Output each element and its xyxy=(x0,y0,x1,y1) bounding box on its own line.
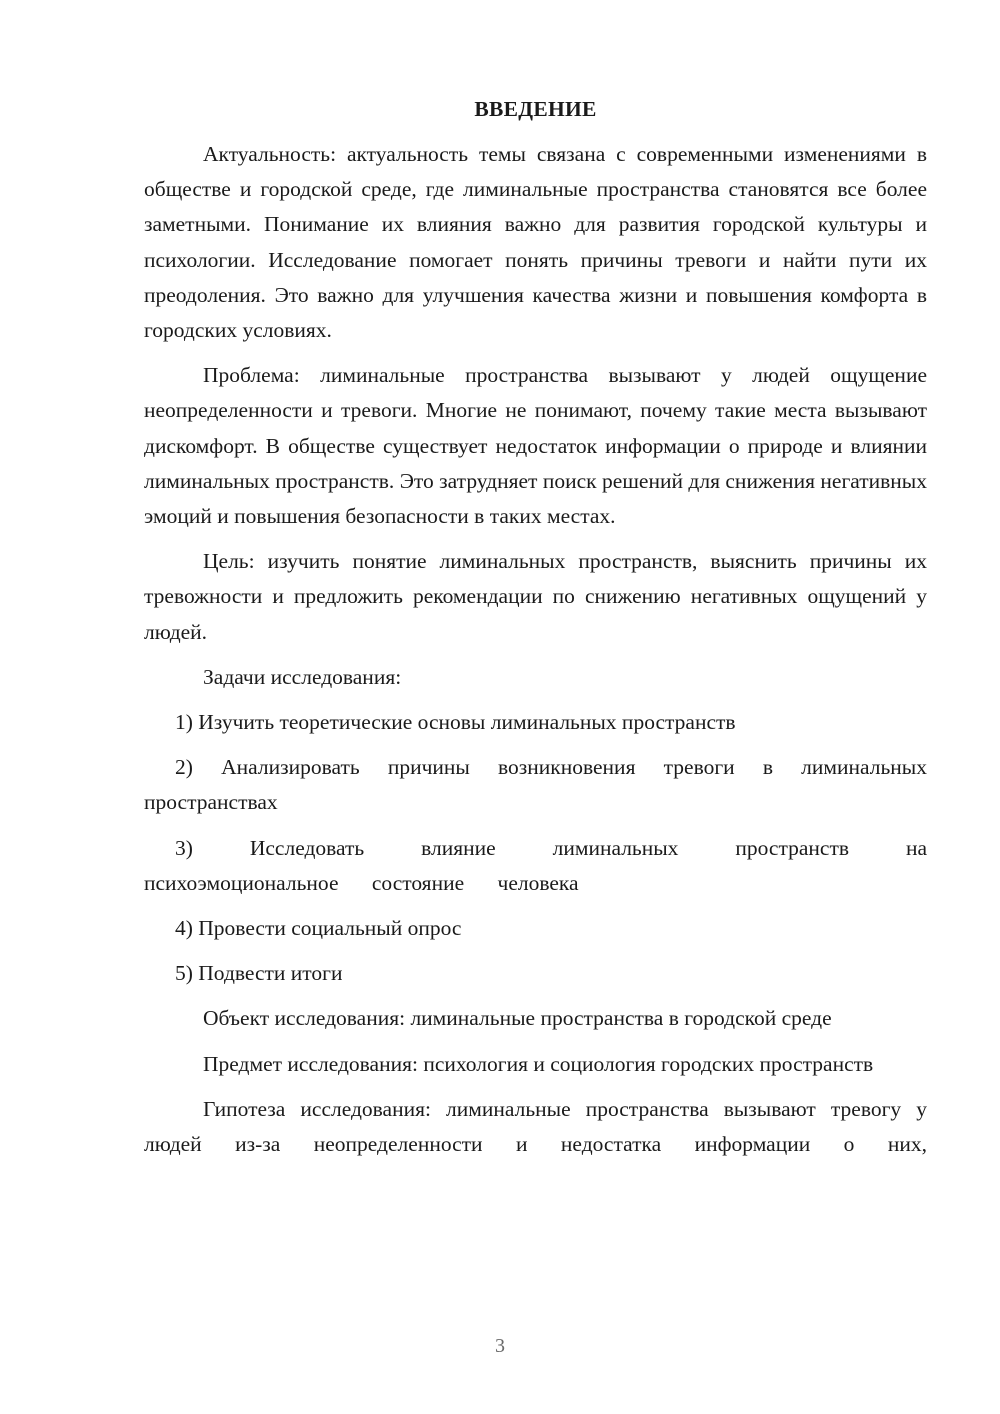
paragraph-hypothesis: Гипотеза исследования: лиминальные пространства вызывают тревогу у людей из-за неопределенности и недостатка информации о них, xyxy=(144,1096,927,1157)
page-number: 3 xyxy=(495,1335,505,1357)
task-item-2: 2) Анализировать причины возникновения тревоги в лиминальных пространствах xyxy=(144,755,927,815)
task-item-4: 4) Провести социальный опрос xyxy=(175,916,462,941)
paragraph-goal: Цель: изучить понятие лиминальных пространств, выяснить причины их тревожности и предложить рекомендации по снижению негативных ощущений у людей. xyxy=(144,549,927,644)
paragraph-relevance: Актуальность: актуальность темы связана с современными изменениями в обществе и городской среде, где лиминальные пространства становятся все более заметными. Понимание их влияния важно для развития городской культуры и психологии. Исследование помогает понять причины тревоги и найти пути их преодоления. Это важно для улучшения качества жизни и повышения комфорта в городских условиях. xyxy=(144,142,927,343)
paragraph-object: Объект исследования: лиминальные пространства в городской среде xyxy=(203,1006,832,1031)
page-title: ВВЕДЕНИЕ xyxy=(474,97,597,121)
tasks-heading: Задачи исследования: xyxy=(203,664,402,689)
task-item-5: 5) Подвести итоги xyxy=(175,961,343,986)
paragraph-subject: Предмет исследования: психология и социология городских пространств xyxy=(203,1051,874,1076)
document-page xyxy=(144,92,927,1172)
task-item-3: 3) Исследовать влияние лиминальных пространств на психоэмоциональное состояние человека xyxy=(144,835,927,895)
task-item-1: 1) Изучить теоретические основы лиминальных пространств xyxy=(175,710,736,735)
paragraph-problem: Проблема: лиминальные пространства вызывают у людей ощущение неопределенности и тревоги. Многие не понимают, почему такие места вызывают дискомфорт. В обществе существует недостаток информации о природе и влиянии лиминальных пространств. Это затрудняет поиск решений для снижения негативных эмоций и повышения безопасности в таких местах. xyxy=(144,363,927,529)
